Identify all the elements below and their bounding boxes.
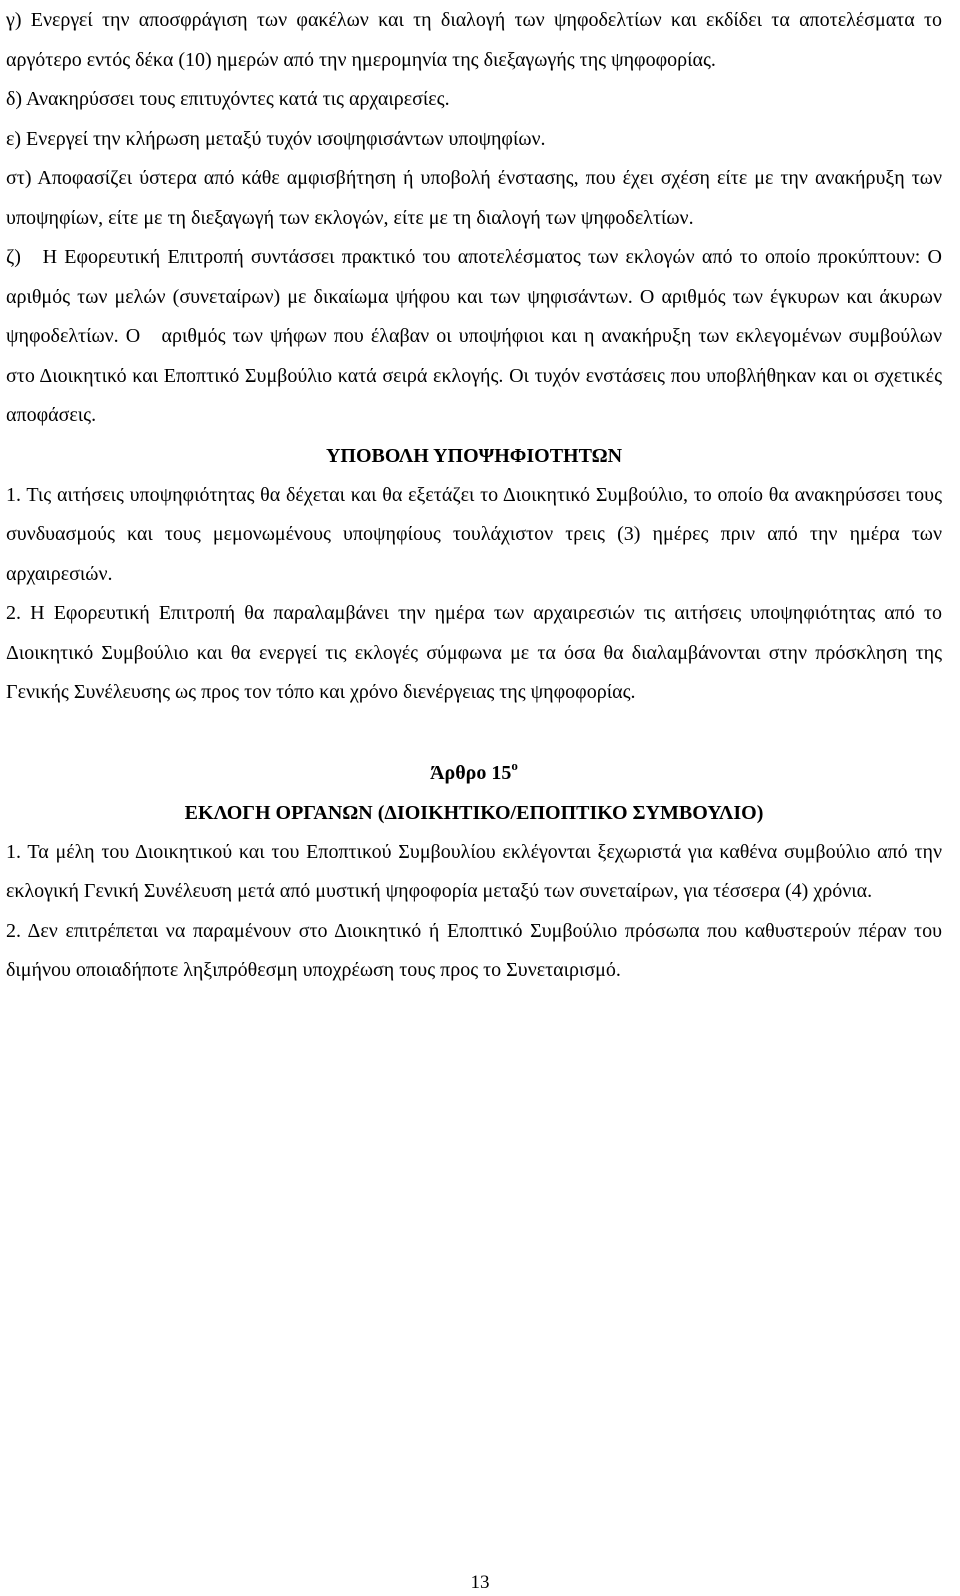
paragraph-candidacy-2: 2. Η Εφορευτική Επιτροπή θα παραλαμβάνει την ημέρα των αρχαιρεσιών τις αιτήσεις υποψηφιότητας από το Διοικητικό Συμβούλιο και θα ενεργεί τις εκλογές σύμφωνα με τα όσα θα διαλαμβάνονται στην πρόσκληση της Γενικής Συνέλευσης ως προς τον τόπο και χρόνο διενέργειας της ψηφοφορίας.	[6, 602, 942, 703]
article-subtitle: ΕΚΛΟΓΗ ΟΡΓΑΝΩΝ (ΔΙΟΙΚΗΤΙΚΟ/ΕΠΟΠΤΙΚΟ ΣΥΜΒΟΥΛΙΟ)	[184, 801, 764, 824]
article-title-text: Άρθρο 15	[430, 761, 512, 784]
paragraph-article-2: 2. Δεν επιτρέπεται να παραμένουν στο Διοικητικό ή Εποπτικό Συμβούλιο πρόσωπα που καθυστερούν πέραν του διμήνου οποιαδήποτε ληξιπρόθεσμη υποχρέωση τους προς το Συνεταιρισμό.	[6, 919, 942, 981]
paragraph-zeta: ζ) Η Εφορευτική Επιτροπή συντάσσει πρακτικό του αποτελέσματος των εκλογών από το οποίο προκύπτουν: Ο αριθμός των μελών (συνεταίρων) με δικαίωμα ψήφου και των ψηφισάντων. Ο αριθμός των έγκυρων και άκυρων ψηφοδελτίων. Ο αριθμός των ψήφων που έλαβαν οι υποψήφιοι και η ανακήρυξη των εκλεγομένων συμβούλων στο Διοικητικό και Εποπτικό Συμβούλιο κατά σειρά εκλογής. Οι τυχόν ενστάσεις που υποβλήθηκαν και οι σχετικές αποφάσεις.	[6, 246, 942, 426]
page-number: 13	[470, 1572, 490, 1593]
spacer	[6, 713, 942, 753]
paragraph-epsilon: ε) Ενεργεί την κλήρωση μεταξύ τυχόν ισοψηφισάντων υποψηφίων.	[6, 127, 546, 150]
article-title-superscript: ο	[511, 757, 518, 773]
paragraph-st: στ) Αποφασίζει ύστερα από κάθε αμφισβήτηση ή υποβολή ένστασης, που έχει σχέση είτε με την ανακήρυξη των υποψηφίων, είτε με τη διεξαγωγή των εκλογών, είτε με τη διαλογή των ψηφοδελτίων.	[6, 167, 942, 229]
paragraph-candidacy-1: 1. Τις αιτήσεις υποψηφιότητας θα δέχεται και θα εξετάζει το Διοικητικό Συμβούλιο, το οποίο θα ανακηρύσσει τους συνδυασμούς και τους μεμονωμένους υποψηφίους τουλάχιστον τρεις (3) ημέρες πριν από την ημέρα των αρχαιρεσιών.	[6, 483, 942, 585]
paragraph-delta: δ) Ανακηρύσσει τους επιτυχόντες κατά τις αρχαιρεσίες.	[6, 88, 450, 110]
section-heading-candidacy: ΥΠΟΒΟΛΗ ΥΠΟΨΗΦΙΟΤΗΤΩΝ	[325, 444, 623, 467]
paragraph-article-1: 1. Τα μέλη του Διοικητικού και του Εποπτικού Συμβουλίου εκλέγονται ξεχωριστά για καθένα συμβούλιο από την εκλογική Γενική Συνέλευση μετά από μυστική ψηφοφορία μεταξύ των συνεταίρων, για τέσσερα (4) χρόνια.	[6, 840, 942, 902]
paragraph-gamma: γ) Ενεργεί την αποσφράγιση των φακέλων και τη διαλογή των ψηφοδελτίων και εκδίδει τα αποτελέσματα το αργότερο εντός δέκα (10) ημερών από την ημερομηνία της διεξαγωγής της ψηφοφορίας.	[6, 9, 942, 71]
article-title	[6, 753, 942, 793]
document-page	[6, 0, 942, 991]
